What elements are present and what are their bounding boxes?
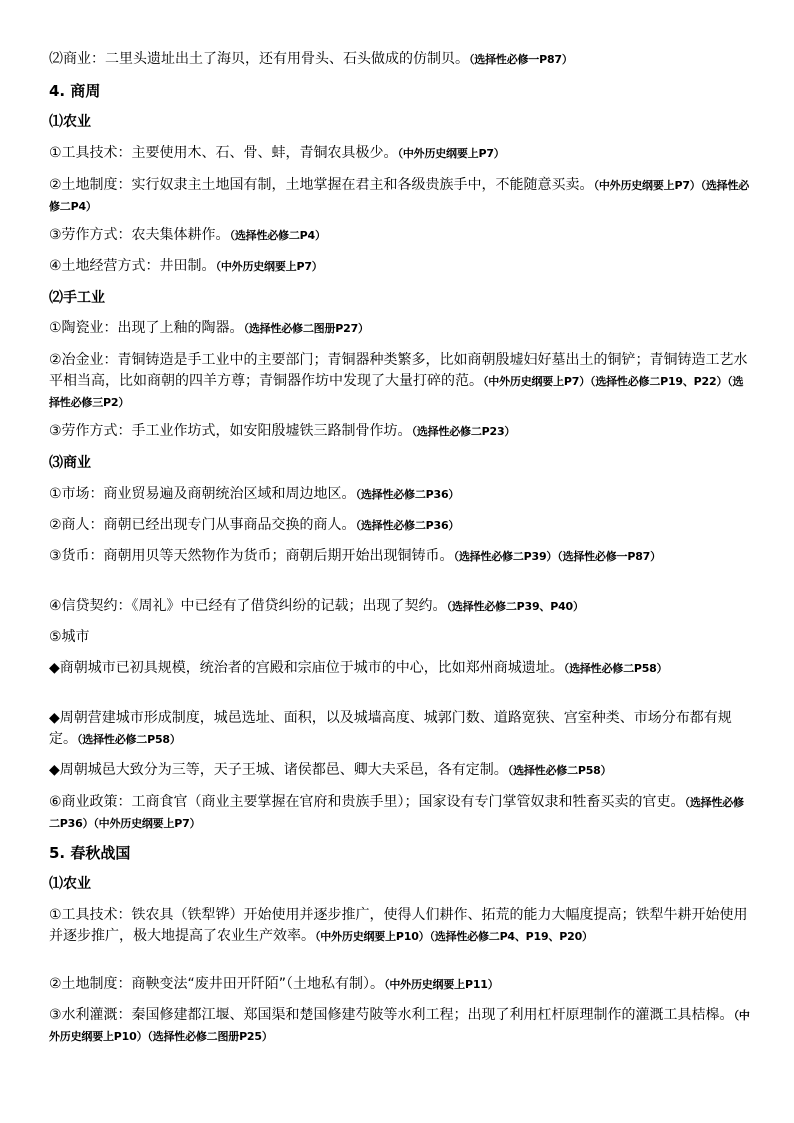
bullet-zhou-city-ranks: ◆周朝城邑大致分为三等，天子王城、诸侯都邑、卿大夫采邑，各有定制。（选择性必修二P58） xyxy=(49,762,612,778)
textbook-reference: （中外历史纲要上P7） xyxy=(215,260,323,273)
textbook-reference: （选择性必修二P36） xyxy=(355,519,460,532)
paragraph-market: ①市场：商业贸易遍及商朝统治区域和周边地区。（选择性必修二P36） xyxy=(49,486,460,502)
paragraph-commerce-erlitou: ⑵商业：二里头遗址出土了海贝，还有用骨头、石头做成的仿制贝。（选择性必修一P87） xyxy=(49,51,573,67)
textbook-reference: （选择性必修二P58） xyxy=(507,764,612,777)
subheading-agriculture: ⑴农业 xyxy=(49,114,91,130)
paragraph-labor-mode: ③劳作方式：农夫集体耕作。（选择性必修二P4） xyxy=(49,227,326,243)
textbook-reference: （选择性必修二P39）（选择性必修一P87） xyxy=(453,550,661,563)
paragraph-city-heading: ⑤城市 xyxy=(49,629,90,645)
paragraph-shang-yang-reform: ②土地制度：商鞅变法“废井田开阡陌”（土地私有制）。（中外历史纲要上P11） xyxy=(49,976,499,992)
subheading-commerce: ⑶商业 xyxy=(49,455,91,471)
textbook-reference: （中外历史纲要上P11） xyxy=(384,978,499,991)
section-heading-spring-autumn-warring-states: 5. 春秋战国 xyxy=(49,844,131,862)
paragraph-commerce-policy: ⑥商业政策：工商食官（商业主要掌握在官府和贵族手里）；国家设有专门掌管奴隶和牲畜买卖的官吏。（选择性必修二P36）（中外历史纲要上P7） xyxy=(49,794,744,830)
bullet-zhou-city-system: ◆周朝营建城市形成制度，城邑选址、面积，以及城墙高度、城郭门数、道路宽狭、宫室种类、市场分布都有规定。（选择性必修二P58） xyxy=(49,710,732,747)
paragraph-workshop: ③劳作方式：手工业作坊式，如安阳殷墟铁三路制骨作坊。（选择性必修二P23） xyxy=(49,423,516,439)
textbook-reference: （选择性必修二P36） xyxy=(355,488,460,501)
textbook-reference: （选择性必修一P87） xyxy=(469,53,573,66)
paragraph-credit-contract: ④信贷契约：《周礼》中已经有了借贷纠纷的记载；出现了契约。（选择性必修二P39、P40） xyxy=(49,598,584,614)
paragraph-currency: ③货币：商朝用贝等天然物作为货币；商朝后期开始出现铜铸币。（选择性必修二P39）（选择性必修一P87） xyxy=(49,548,661,564)
textbook-reference: （选择性必修二P39、P40） xyxy=(446,600,584,613)
bullet-shang-city: ◆商朝城市已初具规模，统治者的宫殿和宗庙位于城市的中心，比如郑州商城遗址。（选择性必修二P58） xyxy=(49,660,668,676)
subheading-agriculture-2: ⑴农业 xyxy=(49,876,91,892)
paragraph-ceramics: ①陶瓷业：出现了上釉的陶器。（选择性必修二图册P27） xyxy=(49,320,369,336)
textbook-reference: （中外历史纲要上P7） xyxy=(397,147,505,160)
textbook-reference: （选择性必修二P23） xyxy=(411,425,516,438)
paragraph-tools: ①工具技术：主要使用木、石、骨、蚌，青铜农具极少。（中外历史纲要上P7） xyxy=(49,145,505,161)
paragraph-irrigation: ③水利灌溉：秦国修建都江堰、郑国渠和楚国修建芍陂等水利工程；出现了利用杠杆原理制作的灌溉工具桔槔。（中外历史纲要上P10）（选择性必修二图册P25） xyxy=(49,1007,750,1043)
textbook-reference: （选择性必修二P58） xyxy=(563,662,668,675)
paragraph-land-management: ④土地经营方式：井田制。（中外历史纲要上P7） xyxy=(49,258,323,274)
paragraph-merchants: ②商人：商朝已经出现专门从事商品交换的商人。（选择性必修二P36） xyxy=(49,517,460,533)
textbook-reference: （中外历史纲要上P7）（选择性必修二P4） xyxy=(49,179,750,213)
paragraph-iron-tools: ①工具技术：铁农具（铁犁铧）开始使用并逐步推广，使得人们耕作、拓荒的能力大幅度提高；铁犁牛耕开始使用并逐步推广，极大地提高了农业生产效率。（中外历史纲要上P10）（选择性必修二P4、P19、P20） xyxy=(49,907,748,944)
textbook-reference: （中外历史纲要上P7）（选择性必修二P19、P22）（选择性必修三P2） xyxy=(49,375,744,409)
textbook-reference: （选择性必修二P36）（中外历史纲要上P7） xyxy=(49,796,744,830)
textbook-reference: （选择性必修二P58） xyxy=(77,733,181,746)
section-heading-shang-zhou: 4. 商周 xyxy=(49,82,101,100)
textbook-reference: （中外历史纲要上P10）（选择性必修二图册P25） xyxy=(49,1009,750,1043)
textbook-reference: （中外历史纲要上P10）（选择性必修二P4、P19、P20） xyxy=(315,930,593,943)
paragraph-land-system: ②土地制度：实行奴隶主土地国有制，土地掌握在君主和各级贵族手中，不能随意买卖。（中外历史纲要上P7）（选择性必修二P4） xyxy=(49,177,750,213)
textbook-reference: （选择性必修二P4） xyxy=(229,229,326,242)
subheading-handicraft: ⑵手工业 xyxy=(49,290,105,306)
paragraph-metallurgy: ②冶金业：青铜铸造是手工业中的主要部门；青铜器种类繁多，比如商朝殷墟妇好墓出土的铜铲；青铜铸造工艺水平相当高，比如商朝的四羊方尊；青铜器作坊中发现了大量打碎的范。（中外历史纲要上P7）（选择性必修二P19、P22）（选择性必修三P2） xyxy=(49,352,748,409)
textbook-reference: （选择性必修二图册P27） xyxy=(243,322,369,335)
